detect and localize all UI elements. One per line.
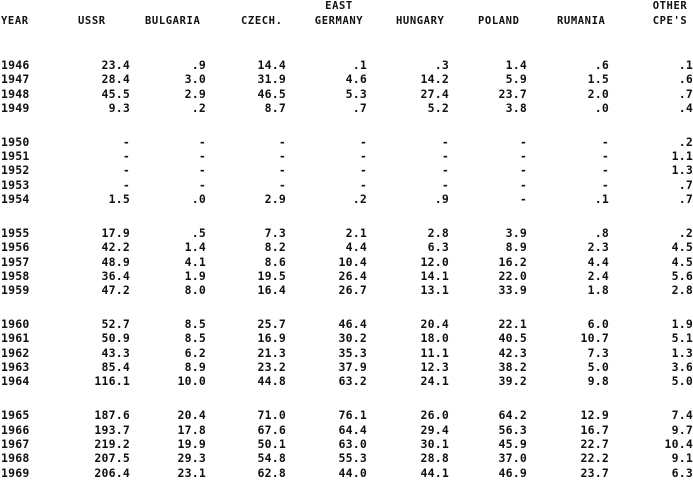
row-year: 1966: [1, 424, 30, 436]
table-cell: 29.3: [178, 452, 207, 464]
table-cell: 8.2: [265, 241, 286, 253]
table-cell: 16.7: [581, 424, 610, 436]
row-year: 1956: [1, 241, 30, 253]
table-cell: 56.3: [499, 424, 528, 436]
table-cell: 20.4: [178, 409, 207, 421]
table-cell: .2: [679, 136, 693, 148]
table-cell: 20.4: [421, 318, 450, 330]
column-header-top: OTHER: [653, 0, 688, 12]
column-header: POLAND: [478, 15, 520, 27]
table-cell: 16.2: [499, 256, 528, 268]
table-cell: 206.4: [94, 467, 130, 479]
table-cell: 187.6: [94, 409, 130, 421]
table-cell: 8.0: [185, 284, 206, 296]
table-cell: 62.8: [258, 467, 287, 479]
table-cell: 18.0: [421, 332, 450, 344]
row-year: 1946: [1, 59, 30, 71]
table-cell: 21.3: [258, 347, 287, 359]
table-cell: 7.3: [588, 347, 609, 359]
table-cell: 25.7: [258, 318, 287, 330]
table-cell: 8.9: [185, 361, 206, 373]
table-cell: -: [520, 150, 527, 162]
table-cell: 28.4: [102, 73, 131, 85]
table-cell: -: [199, 164, 206, 176]
table-cell: 8.5: [185, 332, 206, 344]
row-year: 1962: [1, 347, 30, 359]
table-cell: 2.3: [588, 241, 609, 253]
table-cell: 19.9: [178, 438, 207, 450]
table-cell: 67.6: [258, 424, 287, 436]
table-cell: .2: [679, 227, 693, 239]
row-year: 1950: [1, 136, 30, 148]
table-cell: 13.1: [421, 284, 450, 296]
table-cell: 8.9: [506, 241, 527, 253]
table-cell: 12.3: [421, 361, 450, 373]
table-cell: 23.7: [581, 467, 610, 479]
table-cell: 11.1: [421, 347, 450, 359]
table-cell: -: [123, 179, 130, 191]
row-year: 1968: [1, 452, 30, 464]
table-cell: 50.9: [102, 332, 131, 344]
table-cell: -: [360, 164, 367, 176]
table-cell: 38.2: [499, 361, 528, 373]
table-cell: 48.9: [102, 256, 131, 268]
table-cell: 76.1: [339, 409, 368, 421]
table-cell: -: [279, 136, 286, 148]
table-cell: 5.0: [672, 375, 693, 387]
table-cell: 1.5: [109, 193, 130, 205]
table-cell: 30.2: [339, 332, 368, 344]
table-cell: 45.5: [102, 88, 131, 100]
table-cell: 44.1: [421, 467, 450, 479]
table-cell: 1.4: [185, 241, 206, 253]
table-cell: 10.4: [339, 256, 368, 268]
table-cell: 207.5: [94, 452, 130, 464]
table-cell: 4.4: [588, 256, 609, 268]
table-cell: 14.4: [258, 59, 287, 71]
table-cell: -: [123, 150, 130, 162]
table-cell: 116.1: [94, 375, 130, 387]
table-cell: 64.2: [499, 409, 528, 421]
row-year: 1948: [1, 88, 30, 100]
table-cell: 29.4: [421, 424, 450, 436]
table-cell: 23.2: [258, 361, 287, 373]
table-cell: 9.7: [672, 424, 693, 436]
table-cell: 5.0: [588, 361, 609, 373]
row-year: 1964: [1, 375, 30, 387]
table-cell: 50.1: [258, 438, 287, 450]
table-cell: 1.3: [672, 164, 693, 176]
table-cell: .1: [353, 59, 367, 71]
table-cell: 22.1: [499, 318, 528, 330]
table-cell: .8: [595, 227, 609, 239]
table-cell: 30.1: [421, 438, 450, 450]
table-cell: -: [360, 179, 367, 191]
row-year: 1969: [1, 467, 30, 479]
table-cell: 63.2: [339, 375, 368, 387]
column-header: YEAR: [1, 15, 29, 27]
table-cell: 19.5: [258, 270, 287, 282]
table-cell: -: [520, 193, 527, 205]
table-cell: 23.1: [178, 467, 207, 479]
table-cell: 2.4: [588, 270, 609, 282]
table-cell: 2.8: [428, 227, 449, 239]
table-cell: 63.0: [339, 438, 368, 450]
row-year: 1960: [1, 318, 30, 330]
table-cell: .5: [192, 227, 206, 239]
table-cell: 1.1: [672, 150, 693, 162]
table-cell: .2: [192, 102, 206, 114]
column-header: CPE'S: [653, 15, 688, 27]
table-cell: 43.3: [102, 347, 131, 359]
table-cell: 23.4: [102, 59, 131, 71]
column-header: CZECH.: [241, 15, 283, 27]
column-header: RUMANIA: [557, 15, 605, 27]
table-cell: 37.0: [499, 452, 528, 464]
table-cell: 1.9: [185, 270, 206, 282]
table-cell: 45.9: [499, 438, 528, 450]
table-cell: 39.2: [499, 375, 528, 387]
table-cell: 2.9: [185, 88, 206, 100]
table-cell: 6.0: [588, 318, 609, 330]
table-cell: 22.2: [581, 452, 610, 464]
table-cell: 33.9: [499, 284, 528, 296]
table-cell: 46.4: [339, 318, 368, 330]
table-cell: 2.1: [346, 227, 367, 239]
table-cell: .1: [595, 193, 609, 205]
table-cell: .9: [192, 59, 206, 71]
table-cell: 4.1: [185, 256, 206, 268]
table-cell: 1.9: [672, 318, 693, 330]
table-cell: .0: [595, 102, 609, 114]
table-cell: .0: [192, 193, 206, 205]
table-cell: 5.1: [672, 332, 693, 344]
table-cell: 1.4: [506, 59, 527, 71]
table-cell: 10.0: [178, 375, 207, 387]
table-cell: 12.9: [581, 409, 610, 421]
table-cell: 42.2: [102, 241, 131, 253]
column-header: HUNGARY: [396, 15, 444, 27]
table-cell: 3.9: [506, 227, 527, 239]
table-cell: .7: [679, 179, 693, 191]
table-cell: 5.3: [346, 88, 367, 100]
table-cell: 64.4: [339, 424, 368, 436]
table-cell: 1.5: [588, 73, 609, 85]
row-year: 1947: [1, 73, 30, 85]
table-cell: -: [360, 150, 367, 162]
row-year: 1951: [1, 150, 30, 162]
table-cell: 6.3: [428, 241, 449, 253]
row-year: 1949: [1, 102, 30, 114]
table-cell: -: [123, 136, 130, 148]
row-year: 1955: [1, 227, 30, 239]
row-year: 1959: [1, 284, 30, 296]
table-cell: -: [602, 164, 609, 176]
table-cell: -: [199, 136, 206, 148]
table-cell: 7.3: [265, 227, 286, 239]
table-cell: 193.7: [94, 424, 130, 436]
row-year: 1967: [1, 438, 30, 450]
table-cell: .4: [679, 102, 693, 114]
table-cell: .6: [595, 59, 609, 71]
table-cell: 16.4: [258, 284, 287, 296]
table-cell: -: [602, 136, 609, 148]
table-cell: 3.8: [506, 102, 527, 114]
table-cell: 4.4: [346, 241, 367, 253]
table-cell: 28.8: [421, 452, 450, 464]
table-cell: 4.5: [672, 241, 693, 253]
table-cell: 71.0: [258, 409, 287, 421]
column-header: USSR: [78, 15, 106, 27]
table-cell: 8.7: [265, 102, 286, 114]
table-cell: 4.6: [346, 73, 367, 85]
table-cell: 1.3: [672, 347, 693, 359]
column-header: BULGARIA: [145, 15, 200, 27]
table-cell: 44.8: [258, 375, 287, 387]
table-cell: 2.8: [672, 284, 693, 296]
table-cell: 85.4: [102, 361, 131, 373]
table-cell: -: [279, 179, 286, 191]
table-cell: 54.8: [258, 452, 287, 464]
table-cell: -: [520, 136, 527, 148]
table-cell: 14.2: [421, 73, 450, 85]
table-cell: 1.8: [588, 284, 609, 296]
table-cell: -: [279, 164, 286, 176]
table-cell: 42.3: [499, 347, 528, 359]
table-cell: 37.9: [339, 361, 368, 373]
row-year: 1957: [1, 256, 30, 268]
row-year: 1963: [1, 361, 30, 373]
table-cell: 10.7: [581, 332, 610, 344]
table-cell: 52.7: [102, 318, 131, 330]
table-cell: 17.8: [178, 424, 207, 436]
table-cell: 22.7: [581, 438, 610, 450]
table-cell: 46.5: [258, 88, 287, 100]
table-cell: .3: [435, 59, 449, 71]
row-year: 1954: [1, 193, 30, 205]
table-cell: 219.2: [94, 438, 130, 450]
table-cell: 4.5: [672, 256, 693, 268]
row-year: 1953: [1, 179, 30, 191]
table-cell: 31.9: [258, 73, 287, 85]
row-year: 1958: [1, 270, 30, 282]
table-cell: 26.0: [421, 409, 450, 421]
table-cell: -: [442, 164, 449, 176]
table-cell: -: [442, 136, 449, 148]
table-cell: 36.4: [102, 270, 131, 282]
table-cell: 3.6: [672, 361, 693, 373]
table-cell: 16.9: [258, 332, 287, 344]
table-cell: 9.8: [588, 375, 609, 387]
table-cell: -: [520, 179, 527, 191]
table-cell: 26.7: [339, 284, 368, 296]
table-cell: 12.0: [421, 256, 450, 268]
table-cell: .9: [435, 193, 449, 205]
table-cell: 40.5: [499, 332, 528, 344]
column-header-top: EAST: [325, 0, 353, 12]
table-cell: .6: [679, 73, 693, 85]
table-cell: 9.1: [672, 452, 693, 464]
row-year: 1961: [1, 332, 30, 344]
table-cell: -: [442, 179, 449, 191]
table-cell: -: [602, 150, 609, 162]
column-header: GERMANY: [315, 15, 363, 27]
table-cell: 7.4: [672, 409, 693, 421]
table-cell: .1: [679, 59, 693, 71]
table-cell: 5.6: [672, 270, 693, 282]
table-cell: -: [123, 164, 130, 176]
table-cell: .7: [353, 102, 367, 114]
table-cell: 8.6: [265, 256, 286, 268]
table-cell: -: [199, 150, 206, 162]
table-cell: -: [279, 150, 286, 162]
row-year: 1952: [1, 164, 30, 176]
table-cell: 55.3: [339, 452, 368, 464]
table-cell: -: [442, 150, 449, 162]
table-cell: 22.0: [499, 270, 528, 282]
table-cell: 23.7: [499, 88, 528, 100]
table-cell: 27.4: [421, 88, 450, 100]
table-cell: 24.1: [421, 375, 450, 387]
table-cell: 44.0: [339, 467, 368, 479]
table-cell: 46.9: [499, 467, 528, 479]
table-cell: 17.9: [102, 227, 131, 239]
table-cell: 47.2: [102, 284, 131, 296]
table-cell: .2: [353, 193, 367, 205]
table-cell: 10.4: [665, 438, 693, 450]
table-cell: 8.5: [185, 318, 206, 330]
table-cell: 3.0: [185, 73, 206, 85]
table-cell: 35.3: [339, 347, 368, 359]
table-cell: 9.3: [109, 102, 130, 114]
table-cell: 2.0: [588, 88, 609, 100]
table-cell: 2.9: [265, 193, 286, 205]
table-cell: 14.1: [421, 270, 450, 282]
table-cell: 5.9: [506, 73, 527, 85]
table-cell: .7: [679, 193, 693, 205]
table-cell: -: [199, 179, 206, 191]
table-cell: 5.2: [428, 102, 449, 114]
table-cell: -: [520, 164, 527, 176]
table-cell: 6.2: [185, 347, 206, 359]
table-cell: .7: [679, 88, 693, 100]
table-cell: -: [602, 179, 609, 191]
row-year: 1965: [1, 409, 30, 421]
table-cell: -: [360, 136, 367, 148]
table-cell: 6.3: [672, 467, 693, 479]
table-cell: 26.4: [339, 270, 368, 282]
